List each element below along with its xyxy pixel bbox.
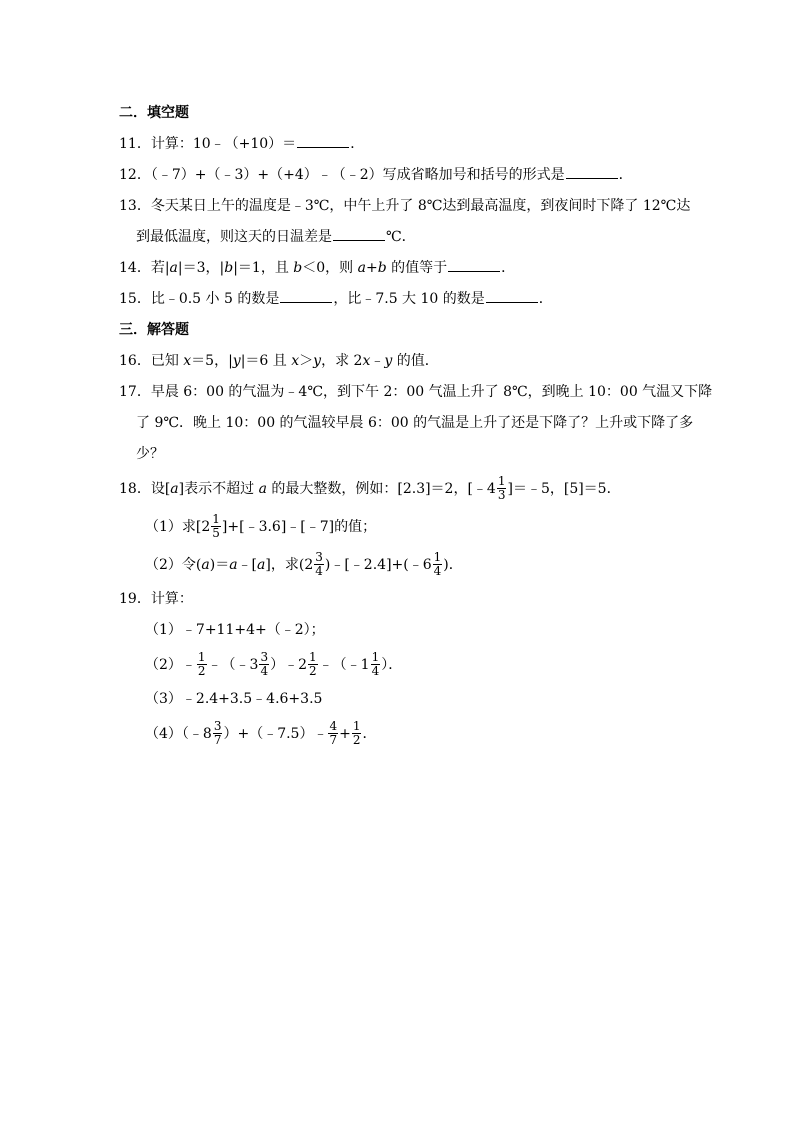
question-16 (119, 346, 689, 377)
var-x: x (291, 353, 300, 369)
question-18-part-1 (119, 508, 689, 546)
question-19-part-4 (119, 715, 689, 753)
var-y: y (384, 353, 393, 369)
denominator: 2 (309, 663, 317, 678)
q14-text: 14．若| (119, 260, 170, 276)
numerator: 1 (371, 649, 380, 664)
answer-blank[interactable] (486, 286, 538, 303)
var-a: a (257, 557, 266, 573)
q16-text: 16．已知 (119, 353, 184, 369)
numerator: 1 (497, 473, 506, 488)
question-15 (119, 284, 689, 315)
q14-text: ＜0，则 (302, 260, 358, 276)
fraction (352, 720, 362, 747)
var-y: y (313, 353, 322, 369)
q14-end: ． (501, 260, 516, 276)
q14-text: |＝1，且 (233, 260, 294, 276)
var-a: a (357, 260, 366, 276)
question-11-text: 11．计算：10﹣（+10）＝ (119, 136, 297, 152)
q18-text: 18．设[ (119, 481, 171, 497)
q14-text: |＝3，| (177, 260, 225, 276)
denominator: 4 (433, 563, 442, 578)
fraction (497, 475, 507, 502)
q18-p2-text: ]，求(2 (265, 557, 314, 573)
denominator: 3 (497, 487, 506, 502)
var-a: a (201, 557, 210, 573)
answer-blank[interactable] (566, 162, 618, 179)
var-y: y (232, 353, 241, 369)
answer-blank[interactable] (280, 286, 332, 303)
q18-p1-text: ]+[﹣3.6]﹣[﹣7]的值； (221, 519, 377, 535)
q16-text: ﹣ (370, 353, 385, 369)
question-17-line-2: 了 9℃．晚上 10：00 的气温较早晨 6：00 的气温是上升了还是下降了？上升或下降了多 (136, 415, 694, 431)
fraction (197, 651, 207, 678)
numerator: 1 (352, 718, 361, 733)
question-12 (119, 160, 689, 191)
section-title-solve: 三．解答题 (119, 322, 189, 338)
q15-text: 15．比﹣0.5 小 5 的数是 (119, 291, 280, 307)
question-12-text: 12．（﹣7）+（﹣3）+（+4）﹣（﹣2）写成省略加号和括号的形式是 (119, 167, 565, 183)
numerator: 3 (315, 549, 323, 564)
numerator: 1 (309, 649, 317, 664)
q19-p4-text: + (339, 726, 351, 742)
numerator: 1 (197, 649, 206, 664)
question-13-line-1: 13．冬天某日上午的温度是﹣3℃，中午上升了 8℃达到最高温度，到夜间时下降了 12℃达 (119, 198, 691, 214)
numerator: 3 (260, 649, 269, 664)
q15-text: ，比﹣7.5 大 10 的数是 (333, 291, 485, 307)
q18-p2-text: )＝ (209, 557, 230, 573)
fraction (259, 651, 269, 678)
fraction (213, 720, 223, 747)
var-a: a (170, 481, 179, 497)
fraction (308, 651, 318, 678)
question-18-part-2 (119, 546, 689, 584)
answer-blank[interactable] (297, 131, 349, 148)
fraction (314, 551, 324, 578)
q19-p2-text: ）． (381, 657, 403, 673)
fraction (328, 720, 338, 747)
q16-text: ＝5，| (191, 353, 233, 369)
q18-p2-text: )． (443, 557, 463, 573)
question-12-end: ． (618, 167, 633, 183)
q18-p2-text: （2）令( (145, 557, 202, 573)
denominator: 7 (329, 732, 338, 747)
q16-text: |＝6 且 (240, 353, 292, 369)
question-13-text: 到最低温度，则这天的日温差是 (136, 229, 332, 245)
question-14 (119, 253, 689, 284)
denominator: 4 (371, 663, 380, 678)
var-b: b (293, 260, 303, 276)
question-11 (119, 129, 689, 160)
denominator: 2 (352, 732, 361, 747)
numerator: 1 (433, 549, 442, 564)
question-19-part-3: （3）﹣2.4+3.5﹣4.6+3.5 (145, 691, 323, 707)
q19-p4-text: ）+（﹣7.5）﹣ (223, 726, 328, 742)
numerator: 4 (329, 718, 338, 733)
question-19-part-1: （1）﹣7+11+4+（﹣2）； (145, 622, 325, 638)
q14-text: + (365, 260, 378, 276)
var-b: b (224, 260, 234, 276)
denominator: 4 (260, 663, 269, 678)
denominator: 4 (315, 563, 323, 578)
question-18 (119, 470, 689, 508)
q19-p2-text: ）﹣2 (270, 657, 308, 673)
question-13-line-2 (119, 222, 689, 253)
answer-blank[interactable] (333, 224, 385, 241)
var-a: a (169, 260, 178, 276)
q15-end: ． (538, 291, 553, 307)
answer-blank[interactable] (448, 255, 500, 272)
question-19-part-2 (119, 646, 689, 684)
var-x: x (362, 353, 371, 369)
question-17-line-3: 少？ (136, 446, 164, 462)
question-11-end: ． (350, 136, 365, 152)
question-19-title: 19．计算： (119, 591, 193, 607)
fraction (371, 651, 381, 678)
denominator: 5 (212, 525, 220, 540)
numerator: 1 (212, 511, 220, 526)
q19-p2-text: ﹣（﹣3 (207, 657, 259, 673)
q18-text: 的最大整数，例如：[2.3]＝2，[﹣4 (266, 481, 496, 497)
q18-p1-text: （1）求[2 (145, 519, 211, 535)
var-b: b (377, 260, 387, 276)
numerator: 3 (213, 718, 222, 733)
var-x: x (183, 353, 192, 369)
fraction (433, 551, 443, 578)
question-17-line-1: 17．早晨 6：00 的气温为﹣4℃，到下午 2：00 气温上升了 8℃，到晚上 10：00 气温又下降 (119, 384, 713, 400)
q18-text: ]＝﹣5，[5]＝5． (507, 481, 621, 497)
q18-p2-text: ﹣[ (237, 557, 258, 573)
worksheet-page (119, 98, 713, 753)
question-13-end: ℃． (386, 229, 416, 245)
q16-text: ，求 2 (321, 353, 363, 369)
section-title-fill-blank: 二．填空题 (119, 105, 189, 121)
denominator: 2 (197, 663, 206, 678)
var-a: a (258, 481, 267, 497)
denominator: 7 (213, 732, 222, 747)
q19-p2-text: ﹣（﹣1 (318, 657, 370, 673)
fraction (211, 513, 221, 540)
q19-p2-text: （2）﹣ (145, 657, 196, 673)
q16-text: 的值． (392, 353, 439, 369)
q19-p4-text: ． (362, 726, 377, 742)
q16-text: ＞ (299, 353, 314, 369)
q19-p4-text: （4）（﹣8 (145, 726, 212, 742)
q14-text: 的值等于 (386, 260, 448, 276)
q18-p2-text: )﹣[﹣2.4]+(﹣6 (324, 557, 432, 573)
var-a: a (229, 557, 238, 573)
q18-text: ]表示不超过 (178, 481, 259, 497)
